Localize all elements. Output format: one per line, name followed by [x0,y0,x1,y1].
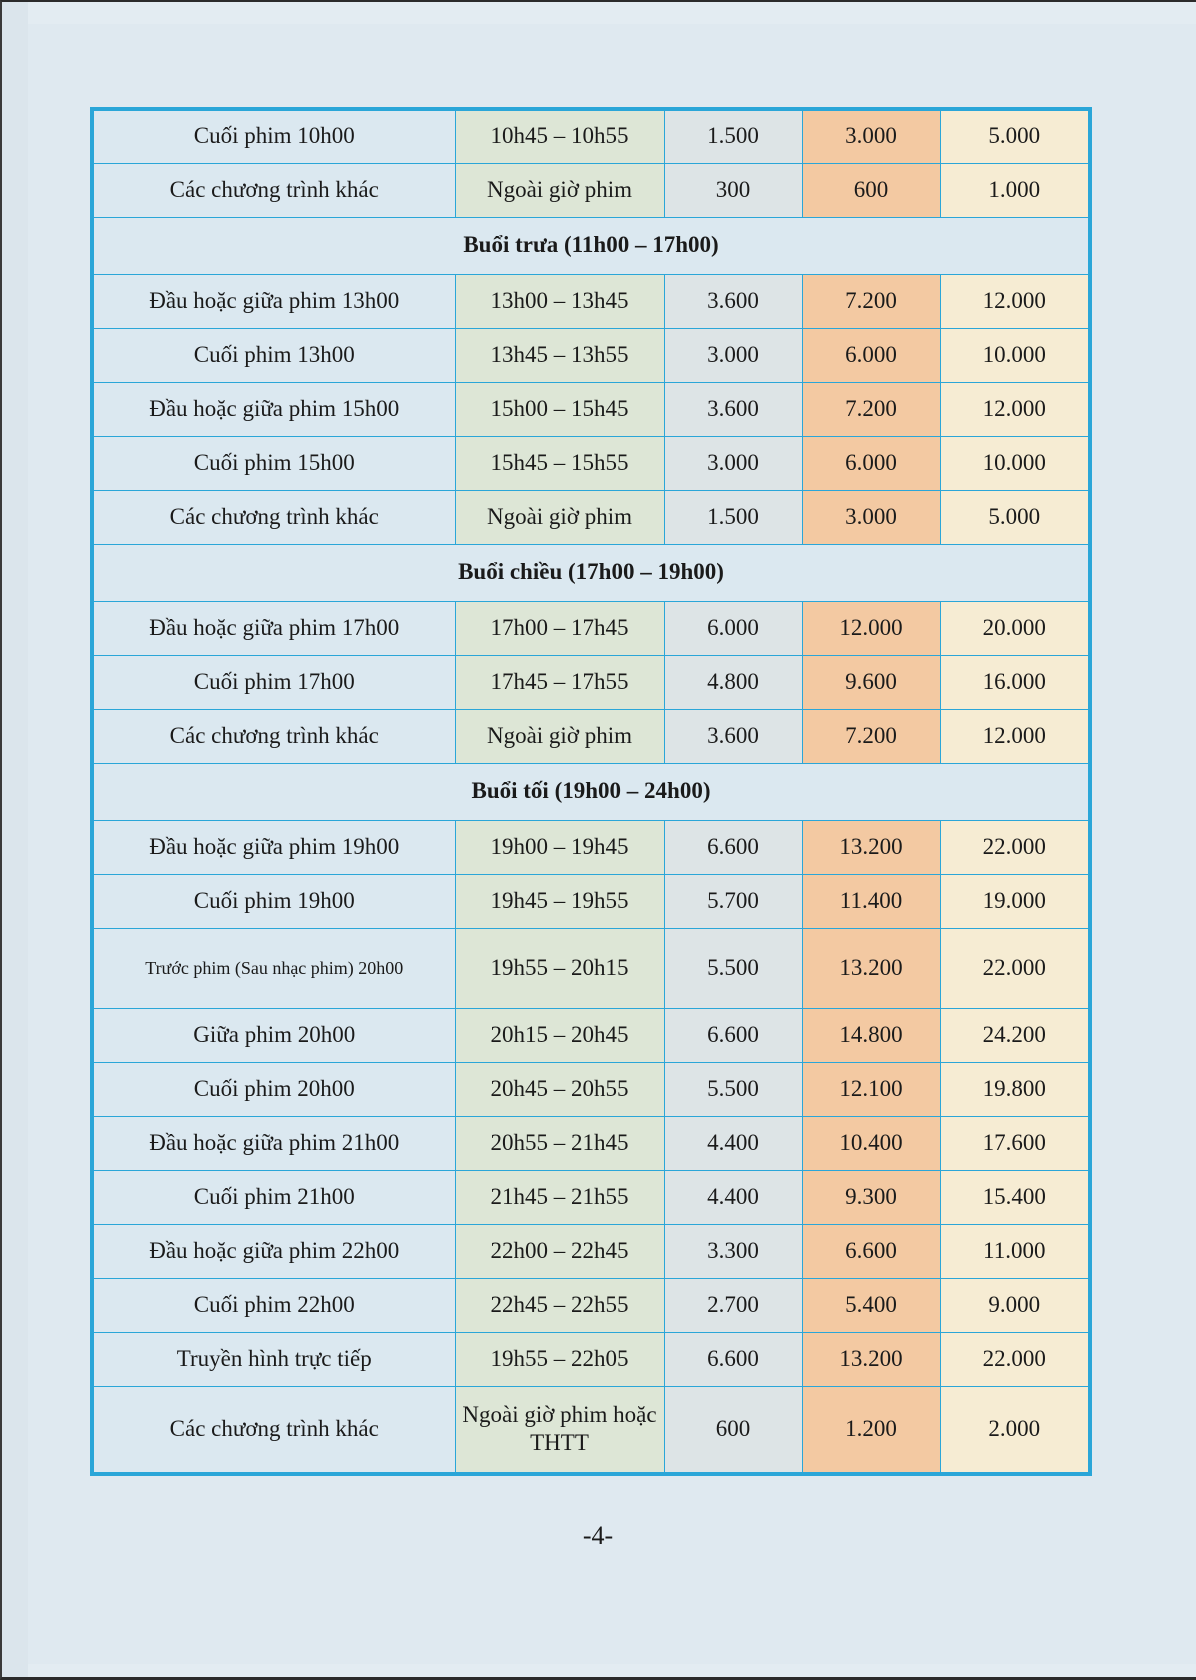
price-10s-cell: 3.000 [664,328,802,382]
section-header-row [92,544,1090,601]
price-20s-cell: 9.600 [802,655,940,709]
table-row [92,328,1090,382]
price-20s-cell: 600 [802,163,940,217]
price-30s-cell: 15.400 [940,1170,1090,1224]
section-title: Buổi trưa (11h00 – 17h00) [92,217,1090,274]
table-row [92,1386,1090,1474]
price-10s-cell: 6.600 [664,820,802,874]
program-cell: Cuối phim 19h00 [92,874,455,928]
price-30s-cell: 11.000 [940,1224,1090,1278]
price-20s-cell: 7.200 [802,382,940,436]
program-cell: Cuối phim 17h00 [92,655,455,709]
price-30s-cell: 5.000 [940,109,1090,163]
price-10s-cell: 3.300 [664,1224,802,1278]
price-10s-cell: 3.000 [664,436,802,490]
price-20s-cell: 3.000 [802,109,940,163]
program-cell: Các chương trình khác [92,709,455,763]
time-slot-cell: Ngoài giờ phim [455,163,664,217]
price-10s-cell: 1.500 [664,109,802,163]
price-10s-cell: 6.600 [664,1008,802,1062]
time-slot-cell: 19h45 – 19h55 [455,874,664,928]
section-header-row [92,217,1090,274]
price-30s-cell: 1.000 [940,163,1090,217]
program-cell: Cuối phim 13h00 [92,328,455,382]
time-slot-cell: Ngoài giờ phim [455,490,664,544]
program-cell: Truyền hình trực tiếp [92,1332,455,1386]
table-row [92,163,1090,217]
price-20s-cell: 13.200 [802,1332,940,1386]
program-cell: Đầu hoặc giữa phim 15h00 [92,382,455,436]
price-30s-cell: 17.600 [940,1116,1090,1170]
price-20s-cell: 3.000 [802,490,940,544]
table-row [92,655,1090,709]
price-20s-cell: 10.400 [802,1116,940,1170]
section-header-row [92,763,1090,820]
price-10s-cell: 5.500 [664,928,802,1008]
program-cell: Cuối phim 22h00 [92,1278,455,1332]
price-20s-cell: 5.400 [802,1278,940,1332]
table-row [92,928,1090,1008]
price-30s-cell: 19.800 [940,1062,1090,1116]
scan-left-margin [0,0,28,1680]
price-20s-cell: 6.000 [802,328,940,382]
table-row [92,274,1090,328]
table-row [92,1224,1090,1278]
rate-table-body [92,109,1090,1474]
price-30s-cell: 12.000 [940,382,1090,436]
time-slot-cell: 19h55 – 22h05 [455,1332,664,1386]
price-10s-cell: 6.000 [664,601,802,655]
price-10s-cell: 1.500 [664,490,802,544]
table-row [92,601,1090,655]
price-10s-cell: 4.800 [664,655,802,709]
time-slot-cell: Ngoài giờ phim [455,709,664,763]
price-10s-cell: 5.500 [664,1062,802,1116]
table-row [92,709,1090,763]
price-20s-cell: 9.300 [802,1170,940,1224]
time-slot-cell: 13h00 – 13h45 [455,274,664,328]
price-10s-cell: 300 [664,163,802,217]
table-row [92,109,1090,163]
price-30s-cell: 10.000 [940,436,1090,490]
page-number: -4- [582,1521,614,1550]
section-title: Buổi chiều (17h00 – 19h00) [92,544,1090,601]
time-slot-cell: 22h00 – 22h45 [455,1224,664,1278]
time-slot-cell: 17h45 – 17h55 [455,655,664,709]
time-slot-cell: Ngoài giờ phim hoặc THTT [455,1386,664,1474]
program-cell: Cuối phim 10h00 [92,109,455,163]
price-30s-cell: 10.000 [940,328,1090,382]
price-20s-cell: 7.200 [802,709,940,763]
time-slot-cell: 20h45 – 20h55 [455,1062,664,1116]
table-row [92,1116,1090,1170]
price-20s-cell: 12.000 [802,601,940,655]
price-20s-cell: 7.200 [802,274,940,328]
price-10s-cell: 3.600 [664,274,802,328]
program-cell: Đầu hoặc giữa phim 17h00 [92,601,455,655]
price-10s-cell: 4.400 [664,1170,802,1224]
program-cell: Đầu hoặc giữa phim 13h00 [92,274,455,328]
price-30s-cell: 12.000 [940,274,1090,328]
price-20s-cell: 1.200 [802,1386,940,1474]
table-row [92,1008,1090,1062]
price-10s-cell: 600 [664,1386,802,1474]
price-20s-cell: 11.400 [802,874,940,928]
price-20s-cell: 13.200 [802,928,940,1008]
table-row [92,436,1090,490]
program-cell: Đầu hoặc giữa phim 22h00 [92,1224,455,1278]
price-30s-cell: 22.000 [940,928,1090,1008]
price-30s-cell: 24.200 [940,1008,1090,1062]
table-row [92,820,1090,874]
price-20s-cell: 13.200 [802,820,940,874]
price-30s-cell: 19.000 [940,874,1090,928]
price-20s-cell: 6.000 [802,436,940,490]
price-10s-cell: 2.700 [664,1278,802,1332]
table-row [92,490,1090,544]
price-30s-cell: 20.000 [940,601,1090,655]
time-slot-cell: 15h00 – 15h45 [455,382,664,436]
price-20s-cell: 12.100 [802,1062,940,1116]
price-10s-cell: 5.700 [664,874,802,928]
program-cell: Cuối phim 20h00 [92,1062,455,1116]
price-30s-cell: 22.000 [940,820,1090,874]
price-30s-cell: 22.000 [940,1332,1090,1386]
program-cell: Các chương trình khác [92,490,455,544]
time-slot-cell: 20h15 – 20h45 [455,1008,664,1062]
price-10s-cell: 3.600 [664,709,802,763]
price-20s-cell: 14.800 [802,1008,940,1062]
time-slot-cell: 21h45 – 21h55 [455,1170,664,1224]
price-20s-cell: 6.600 [802,1224,940,1278]
program-cell: Các chương trình khác [92,163,455,217]
price-10s-cell: 3.600 [664,382,802,436]
price-30s-cell: 5.000 [940,490,1090,544]
advertising-rate-table [90,107,1092,1476]
price-30s-cell: 12.000 [940,709,1090,763]
price-30s-cell: 9.000 [940,1278,1090,1332]
program-cell: Các chương trình khác [92,1386,455,1474]
table-row [92,1170,1090,1224]
program-cell: Giữa phim 20h00 [92,1008,455,1062]
program-cell: Cuối phim 21h00 [92,1170,455,1224]
time-slot-cell: 19h00 – 19h45 [455,820,664,874]
time-slot-cell: 22h45 – 22h55 [455,1278,664,1332]
table-row [92,1062,1090,1116]
time-slot-cell: 13h45 – 13h55 [455,328,664,382]
table-row [92,1278,1090,1332]
time-slot-cell: 17h00 – 17h45 [455,601,664,655]
time-slot-cell: 10h45 – 10h55 [455,109,664,163]
price-30s-cell: 2.000 [940,1386,1090,1474]
price-30s-cell: 16.000 [940,655,1090,709]
time-slot-cell: 20h55 – 21h45 [455,1116,664,1170]
program-cell: Đầu hoặc giữa phim 21h00 [92,1116,455,1170]
price-10s-cell: 6.600 [664,1332,802,1386]
program-cell: Đầu hoặc giữa phim 19h00 [92,820,455,874]
time-slot-cell: 19h55 – 20h15 [455,928,664,1008]
time-slot-cell: 15h45 – 15h55 [455,436,664,490]
program-cell: Trước phim (Sau nhạc phim) 20h00 [92,928,455,1008]
program-cell: Cuối phim 15h00 [92,436,455,490]
price-10s-cell: 4.400 [664,1116,802,1170]
table-row [92,382,1090,436]
section-title: Buổi tối (19h00 – 24h00) [92,763,1090,820]
table-row [92,874,1090,928]
table-row [92,1332,1090,1386]
